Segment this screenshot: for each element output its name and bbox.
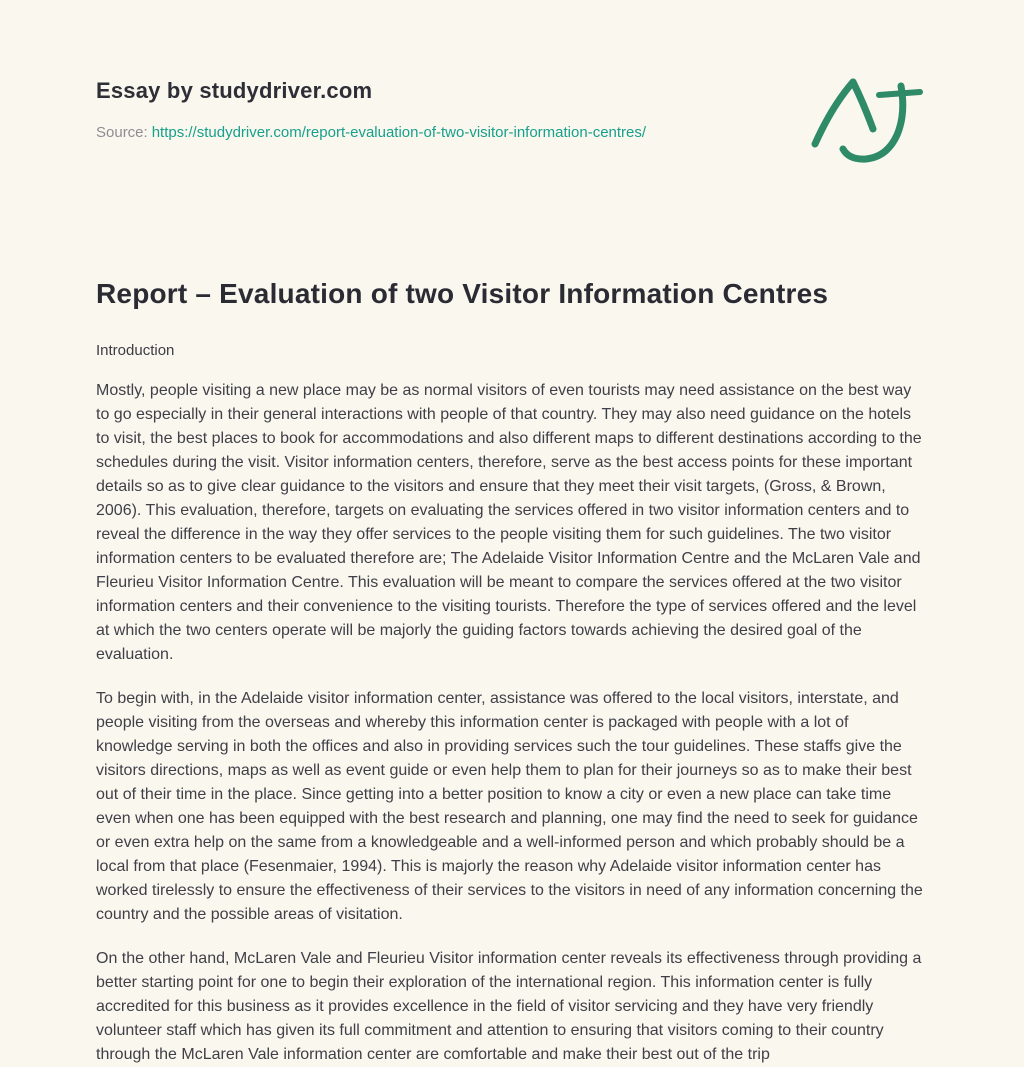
document-page: [96, 0, 928, 1067]
essay-by-title: Essay by studydriver.com: [96, 78, 373, 103]
page-header: [96, 72, 928, 168]
source-link[interactable]: https://studydriver.com/report-evaluation-of-two-visitor-information-centres/: [151, 124, 647, 141]
source-label: Source:: [96, 124, 148, 141]
article: [96, 278, 928, 1067]
paragraph: To begin with, in the Adelaide visitor information center, assistance was offered to the local visitors, interstate, and people visiting from the overseas and whereby this information center is packaged with people with a lot of knowledge serving in both the offices and also in providing services such the tour guidelines. These staffs give the visitors directions, maps as well as event guide or even help them to plan for their journeys so as to make their best out of their time in the place. Since getting into a better position to know a city or even a new place can take time even when one has been equipped with the best research and planning, one may find the need to seek for guidance or even extra help on the same from a knowledgeable and a well-informed person and which probably should be a local from that place (Fesenmaier, 1994). This is majorly the reason why Adelaide visitor information center has worked tirelessly to ensure the effectiveness of their services to the visitors in need of any information concerning the country and the possible areas of visitation.: [96, 690, 923, 923]
header-text-block: [96, 72, 646, 141]
studydriver-logo: [808, 72, 926, 168]
paragraph: Mostly, people visiting a new place may be as normal visitors of even tourists may need assistance on the best way to go especially in their general interactions with people of that country. They may also need guidance on the hotels to visit, the best places to book for accommodations and also different maps to different destinations according to the schedules during the visit. Visitor information centers, therefore, serve as the best access points for these important details so as to give clear guidance to the visitors and ensure that they meet their visit targets, (Gross, & Brown, 2006). This evaluation, therefore, targets on evaluating the services offered in two visitor information centers and to reveal the difference in the way they offer services to the people visiting them for such guidelines. The two visitor information centers to be evaluated therefore are; The Adelaide Visitor Information Centre and the McLaren Vale and Fleurieu Visitor Information Centre. This evaluation will be meant to compare the services offered at the two visitor information centers and their convenience to the visiting tourists. Therefore the type of services offered and the level at which the two centers operate will be majorly the guiding factors towards achieving the desired goal of the evaluation.: [96, 382, 922, 663]
paragraph: On the other hand, McLaren Vale and Fleurieu Visitor information center reveals its effectiveness through providing a better starting point for one to begin their exploration of the international region. This information center is fully accredited for this business as it provides excellence in the field of visitor servicing and they have very friendly volunteer staff which has given its full commitment and attention to ensuring that visitors coming to their country through the McLaren Vale information center are comfortable and make their best out of the trip: [96, 950, 922, 1063]
source-line: [96, 124, 646, 141]
article-title: Report – Evaluation of two Visitor Information Centres: [96, 278, 829, 309]
studydriver-monogram-icon: [808, 72, 926, 168]
section-label-introduction: Introduction: [96, 342, 175, 359]
